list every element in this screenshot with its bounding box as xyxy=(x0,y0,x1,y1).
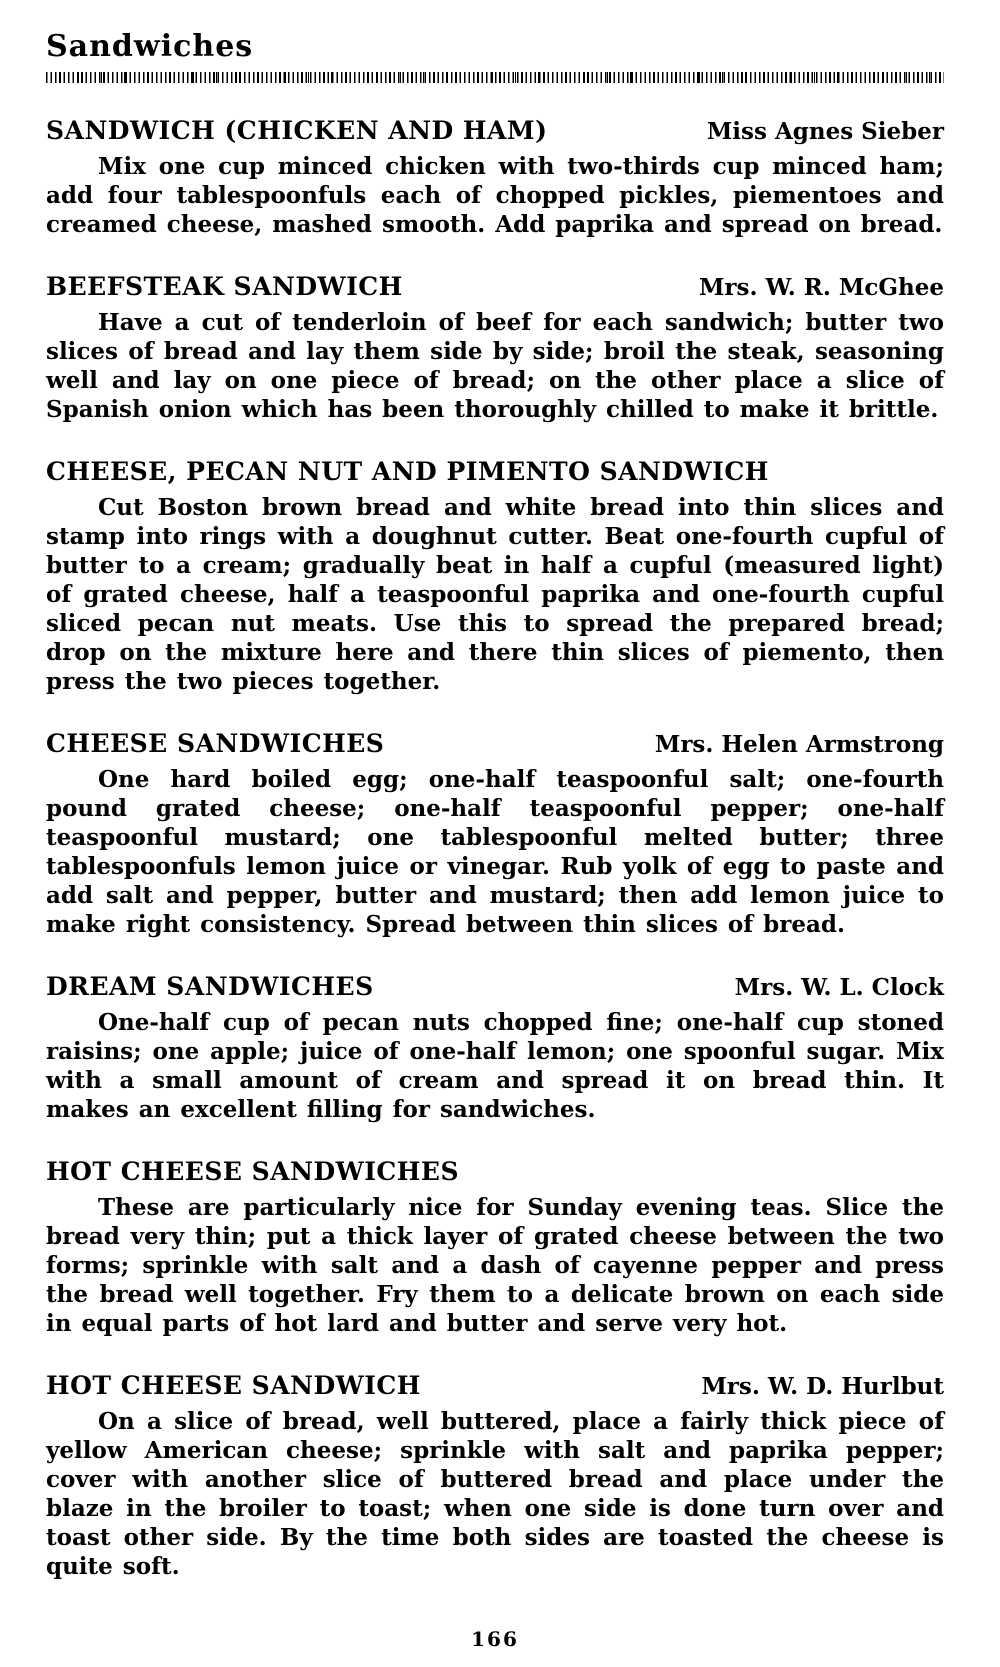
recipe-attribution: Mrs. Helen Armstrong xyxy=(654,731,944,758)
recipe-hot-cheese-sandwiches xyxy=(46,1157,944,1338)
recipe-body: One hard boiled egg; one-half teaspoonful salt; one-fourth pound grated cheese; one-half teaspoonful pepper; one-half teaspoonful mustard; one tablespoonful melted butter; three tablespoonfuls lemon juice or vinegar. Rub yolk of egg to paste and add salt and pepper, butter and mustard; then add lemon juice to make right consistency. Spread between thin slices of bread. xyxy=(46,766,944,938)
recipe-title: HOT CHEESE SANDWICH xyxy=(46,1371,421,1400)
recipe-body: Mix one cup minced chicken with two-thirds cup minced ham; add four tablespoonfuls each of chopped pickles, piementoes and creamed cheese, mashed smooth. Add paprika and spread on bread. xyxy=(46,153,944,238)
section-header: Sandwiches xyxy=(46,29,254,64)
recipe-head xyxy=(46,1371,944,1400)
recipe-head xyxy=(46,457,944,486)
recipe-cheese-pecan-pimento xyxy=(46,457,944,696)
recipe-attribution: Miss Agnes Sieber xyxy=(706,118,944,145)
recipe-head xyxy=(46,272,944,301)
recipes-list xyxy=(46,116,944,1581)
recipe-title: BEEFSTEAK SANDWICH xyxy=(46,272,403,301)
recipe-body: One-half cup of pecan nuts chopped fine; one-half cup stoned raisins; one apple; juice of one-half lemon; one spoonful sugar. Mix with a small amount of cream and spread it on bread thin. It makes an excellent filling for sandwiches. xyxy=(46,1009,944,1123)
recipe-dream-sandwiches xyxy=(46,972,944,1124)
recipe-attribution: Mrs. W. D. Hurlbut xyxy=(701,1373,944,1400)
recipe-head xyxy=(46,1157,944,1186)
recipe-body: On a slice of bread, well buttered, place a fairly thick piece of yellow American cheese; sprinkle with salt and paprika pepper; cover with another slice of buttered bread and place under the blaze in the broiler to toast; when one side is done turn over and toast other side. By the time both sides are toasted the cheese is quite soft. xyxy=(46,1408,944,1580)
recipe-head xyxy=(46,972,944,1001)
recipe-title: CHEESE, PECAN NUT AND PIMENTO SANDWICH xyxy=(46,457,769,486)
recipe-attribution: Mrs. W. R. McGhee xyxy=(698,274,944,301)
page-footer xyxy=(46,1627,944,1651)
recipe-head xyxy=(46,116,944,145)
decorative-rule xyxy=(46,72,944,83)
recipe-title: DREAM SANDWICHES xyxy=(46,972,374,1001)
recipe-body: These are particularly nice for Sunday evening teas. Slice the bread very thin; put a thick layer of grated cheese between the two forms; sprinkle with salt and a dash of cayenne pepper and press the bread well together. Fry them to a delicate brown on each side in equal parts of hot lard and butter and serve very hot. xyxy=(46,1194,944,1337)
recipe-chicken-and-ham xyxy=(46,116,944,239)
recipe-attribution: Mrs. W. L. Clock xyxy=(734,974,944,1001)
recipe-title: CHEESE SANDWICHES xyxy=(46,729,385,758)
page-number: 166 xyxy=(471,1627,519,1651)
recipe-cheese-sandwiches xyxy=(46,729,944,939)
recipe-title: HOT CHEESE SANDWICHES xyxy=(46,1157,460,1186)
recipe-beefsteak-sandwich xyxy=(46,272,944,424)
recipe-body: Have a cut of tenderloin of beef for each sandwich; butter two slices of bread and lay them side by side; broil the steak, seasoning well and lay on one piece of bread; on the other place a slice of Spanish onion which has been thoroughly chilled to make it brittle. xyxy=(46,309,944,423)
recipe-head xyxy=(46,729,944,758)
recipe-body: Cut Boston brown bread and white bread into thin slices and stamp into rings with a doughnut cutter. Beat one-fourth cupful of butter to a cream; gradually beat in half a cupful (measured light) of grated cheese, half a teaspoonful paprika and one-fourth cupful sliced pecan nut meats. Use this to spread the prepared bread; drop on the mixture here and there thin slices of piemento, then press the two pieces together. xyxy=(46,494,944,695)
recipe-hot-cheese-sandwich xyxy=(46,1371,944,1581)
page-header xyxy=(46,30,944,83)
recipe-title: SANDWICH (CHICKEN AND HAM) xyxy=(46,116,548,145)
